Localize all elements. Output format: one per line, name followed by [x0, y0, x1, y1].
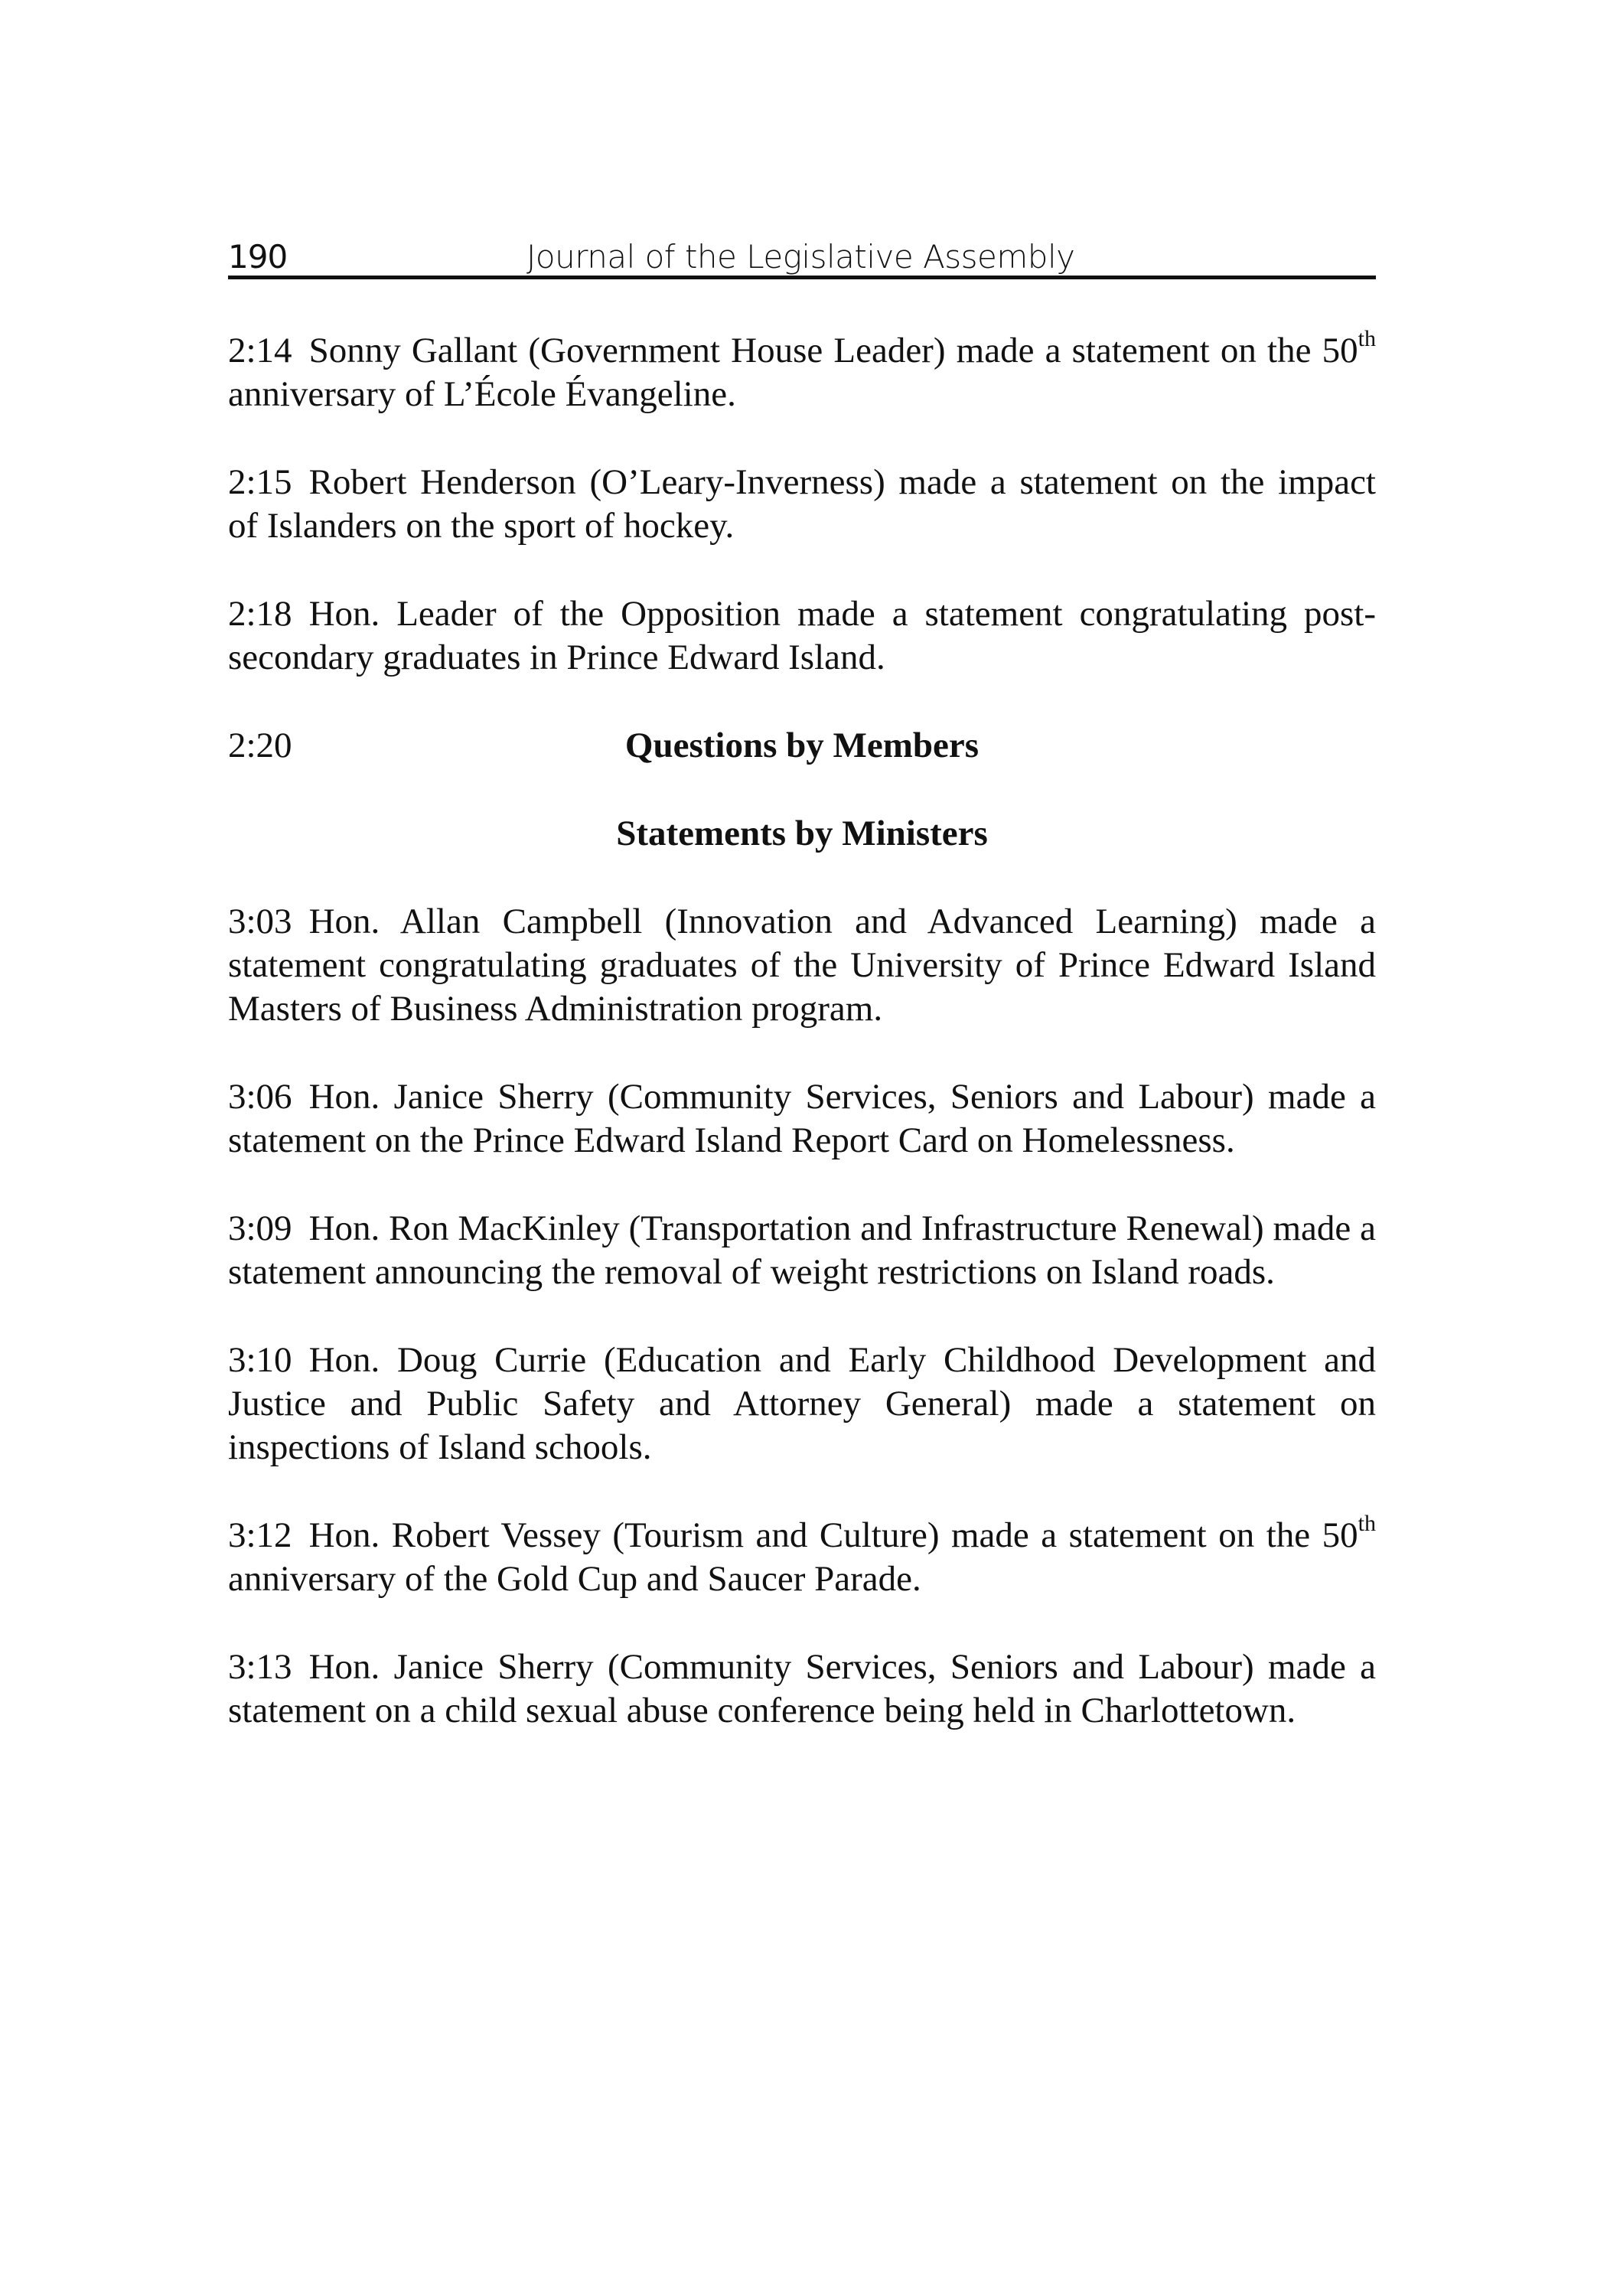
entry-time: 3:06	[228, 1077, 292, 1117]
journal-entry	[228, 592, 1376, 680]
journal-body	[228, 326, 1376, 1777]
entry-time: 3:12	[228, 1515, 292, 1555]
entry-time: 2:14	[228, 331, 292, 370]
entry-text: Hon. Leader of the Opposition made a statement congratulating post-secondary graduates in Prince Edward Island.	[228, 594, 1376, 677]
journal-entry	[228, 1511, 1376, 1601]
entry-time: 2:20	[228, 726, 292, 765]
entry-time: 3:09	[228, 1208, 292, 1248]
page-header	[228, 230, 1376, 279]
ordinal-suffix: th	[1358, 1511, 1376, 1537]
entry-time: 2:18	[228, 594, 292, 634]
questions-section-heading	[228, 724, 1376, 768]
ordinal-suffix: th	[1358, 326, 1376, 352]
entry-text: Robert Henderson (O’Leary-Inverness) made a statement on the impact of Islanders on the sport of hockey.	[228, 462, 1376, 546]
entry-time: 3:03	[228, 902, 292, 941]
section-title: Questions by Members	[624, 726, 980, 765]
journal-entry	[228, 326, 1376, 416]
entry-text: Sonny Gallant (Government House Leader) made a statement on the 50	[308, 331, 1358, 370]
journal-entry	[228, 1075, 1376, 1163]
journal-entry	[228, 900, 1376, 1031]
entry-text: Hon. Robert Vessey (Tourism and Culture) made a statement on the 50	[308, 1515, 1358, 1555]
journal-entry	[228, 1645, 1376, 1733]
entry-text: Hon. Allan Campbell (Innovation and Advanced Learning) made a statement congratulating graduates of the University of Prince Edward Island Masters of Business Administration program.	[228, 902, 1376, 1029]
entry-text-continued: anniversary of the Gold Cup and Saucer Parade.	[228, 1559, 921, 1599]
running-title: Journal of the Legislative Assembly	[526, 238, 1075, 276]
statements-section-heading: Statements by Ministers	[616, 814, 988, 853]
entry-time: 3:13	[228, 1647, 292, 1687]
entry-text: Hon. Janice Sherry (Community Services, Seniors and Labour) made a statement on a child sexual abuse conference being held in Charlottetown.	[228, 1647, 1376, 1730]
entry-text-continued: anniversary of L’École Évangeline.	[228, 374, 736, 414]
entry-text: Hon. Doug Currie (Education and Early Childhood Development and Justice and Public Safety and Attorney General) made a statement on inspections of Island schools.	[228, 1340, 1376, 1467]
entry-time: 3:10	[228, 1340, 292, 1380]
page-number: 190	[228, 238, 288, 276]
journal-entry	[228, 1339, 1376, 1469]
entry-text: Hon. Ron MacKinley (Transportation and Infrastructure Renewal) made a statement announcing the removal of weight restrictions on Island roads.	[228, 1208, 1376, 1292]
entry-time: 2:15	[228, 462, 292, 502]
journal-entry	[228, 461, 1376, 548]
journal-entry	[228, 1207, 1376, 1294]
entry-text: Hon. Janice Sherry (Community Services, Seniors and Labour) made a statement on the Prince Edward Island Report Card on Homelessness.	[228, 1077, 1376, 1160]
